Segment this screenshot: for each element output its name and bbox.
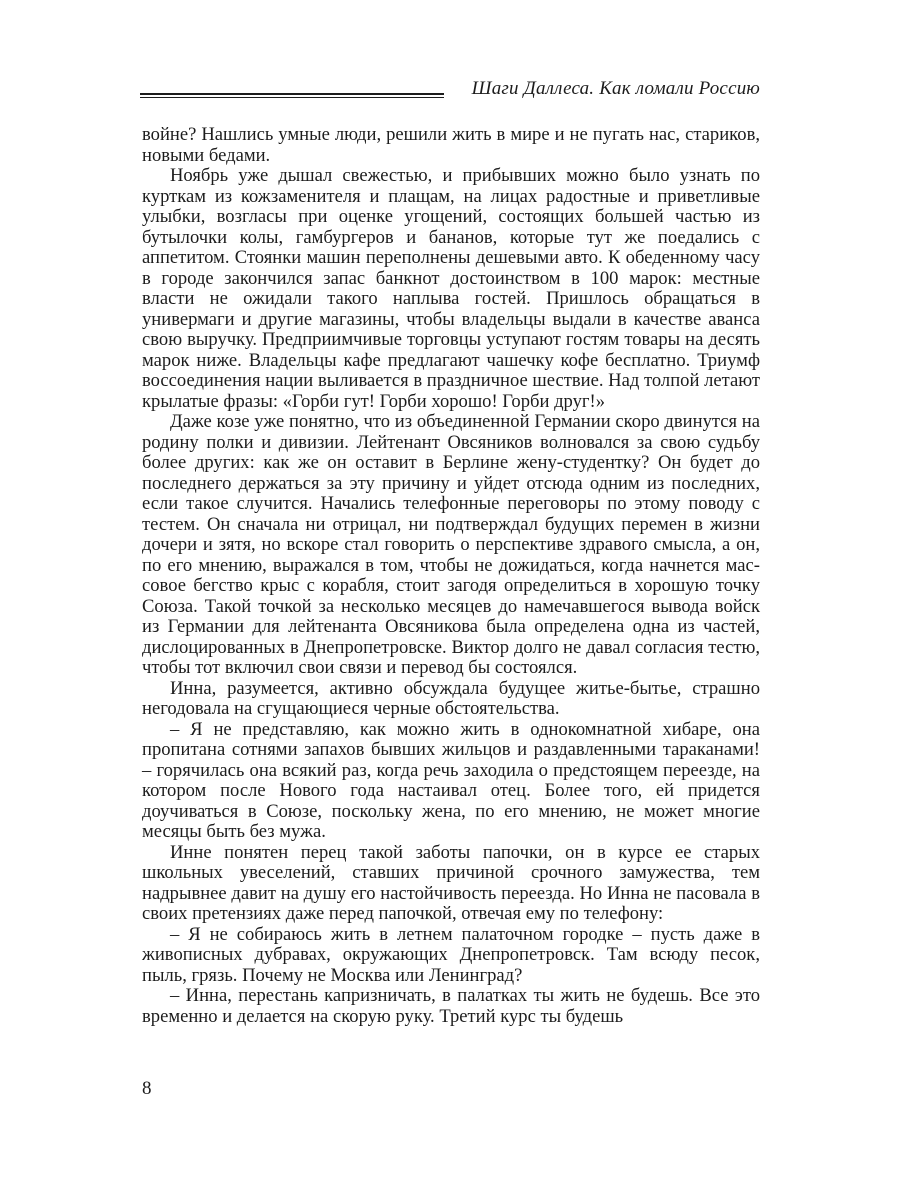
paragraph: Инне понятен перец такой заботы папочки, он в курсе ее старых школьных увеселений, ставших причиной срочного замужества, тем надрывнее давит на душу его настойчивость переезда. Но Инна не пасовала в своих претензиях даже перед папочкой, отвечая ему по телефону:: [142, 841, 760, 924]
body-text: [142, 125, 760, 1027]
page-number: 8: [142, 1078, 152, 1099]
header-rule: [140, 93, 444, 95]
paragraph: Даже козе уже понятно, что из объединенной Германии скоро двинутся на родину полки и дивизии. Лейтенант Овсяников волновался за свою судьбу более других: как же он оставит в Берлине жену-студентку? Он будет до последнего держаться за эту причину и уйдет отсюда одним из последних, если такое случится. Начались телефонные переговоры по этому поводу с тестем. Он сначала ни отрицал, ни подтверждал будущих перемен в жизни дочери и зятя, но вскоре стал говорить о перспективе здравого смысла, а он, по его мнению, выражался в том, чтобы не дожидаться, когда начнется массовое бегство крыс с корабля, стоит загодя определиться в хорошую точку Союза. Такой точкой за несколько месяцев до намечавшегося вывода войск из Германии для лейтенанта Овсяникова была определена одна из частей, дислоцированных в Днепропетровске. Виктор долго не давал согласия тестю, чтобы тот включил свои связи и перевод бы состоялся.: [142, 411, 760, 678]
paragraph: Ноябрь уже дышал свежестью, и прибывших можно было узнать по курткам из кожзаменителя и плащам, на лицах радостные и приветливые улыбки, возгласы при оценке угощений, состоящих большей частью из бутылочки колы, гамбургеров и бананов, которые тут же поедались с аппетитом. Стоянки машин переполнены дешевыми авто. К обеденному часу в городе закончился запас банкнот достоинством в 100 марок: местные власти не ожидали такого наплыва гостей. Пришлось обращаться в универмаги и другие магазины, чтобы владельцы выдали в качестве аванса свою выручку. Предприимчивые торговцы уступают гостям товары на десять марок ниже. Владельцы кафе предлагают чашечку кофе бесплатно. Триумф воссоединения нации выливается в праздничное шествие. Над толпой летают крылатые фразы: «Горби гут! Горби хорошо! Горби друг!»: [142, 165, 760, 412]
dialogue-paragraph: – Я не представляю, как можно жить в однокомнатной хибаре, она пропитана сотнями запахов бывших жильцов и раздавленными тараканами! – горячилась она всякий раз, когда речь заходила о предстоящем переезде, на котором после Нового года настаивал отец. Более того, ей придется доучиваться в Союзе, поскольку жена, по его мнению, не может многие месяцы быть без мужа.: [142, 718, 760, 842]
dialogue-paragraph: – Я не собираюсь жить в летнем палаточном городке – пусть даже в живописных дубравах, окружающих Днепропетровск. Там всюду песок, пыль, грязь. Почему не Москва или Ленинград?: [142, 923, 760, 986]
running-title: Шаги Даллеса. Как ломали Россию: [471, 78, 760, 99]
paragraph: Инна, разумеется, активно обсуждала будущее житье-бытье, страшно негодовала на сгущающиеся черные обстоятельства.: [142, 677, 760, 719]
running-header: [140, 78, 760, 102]
header-rule-thin: [140, 97, 444, 98]
paragraph: войне? Нашлись умные люди, решили жить в мире и не пугать нас, стариков, новыми бедами.: [142, 124, 760, 166]
dialogue-paragraph: – Инна, перестань капризничать, в палатках ты жить не будешь. Все это временно и делается на скорую руку. Третий курс ты будешь: [142, 985, 760, 1027]
